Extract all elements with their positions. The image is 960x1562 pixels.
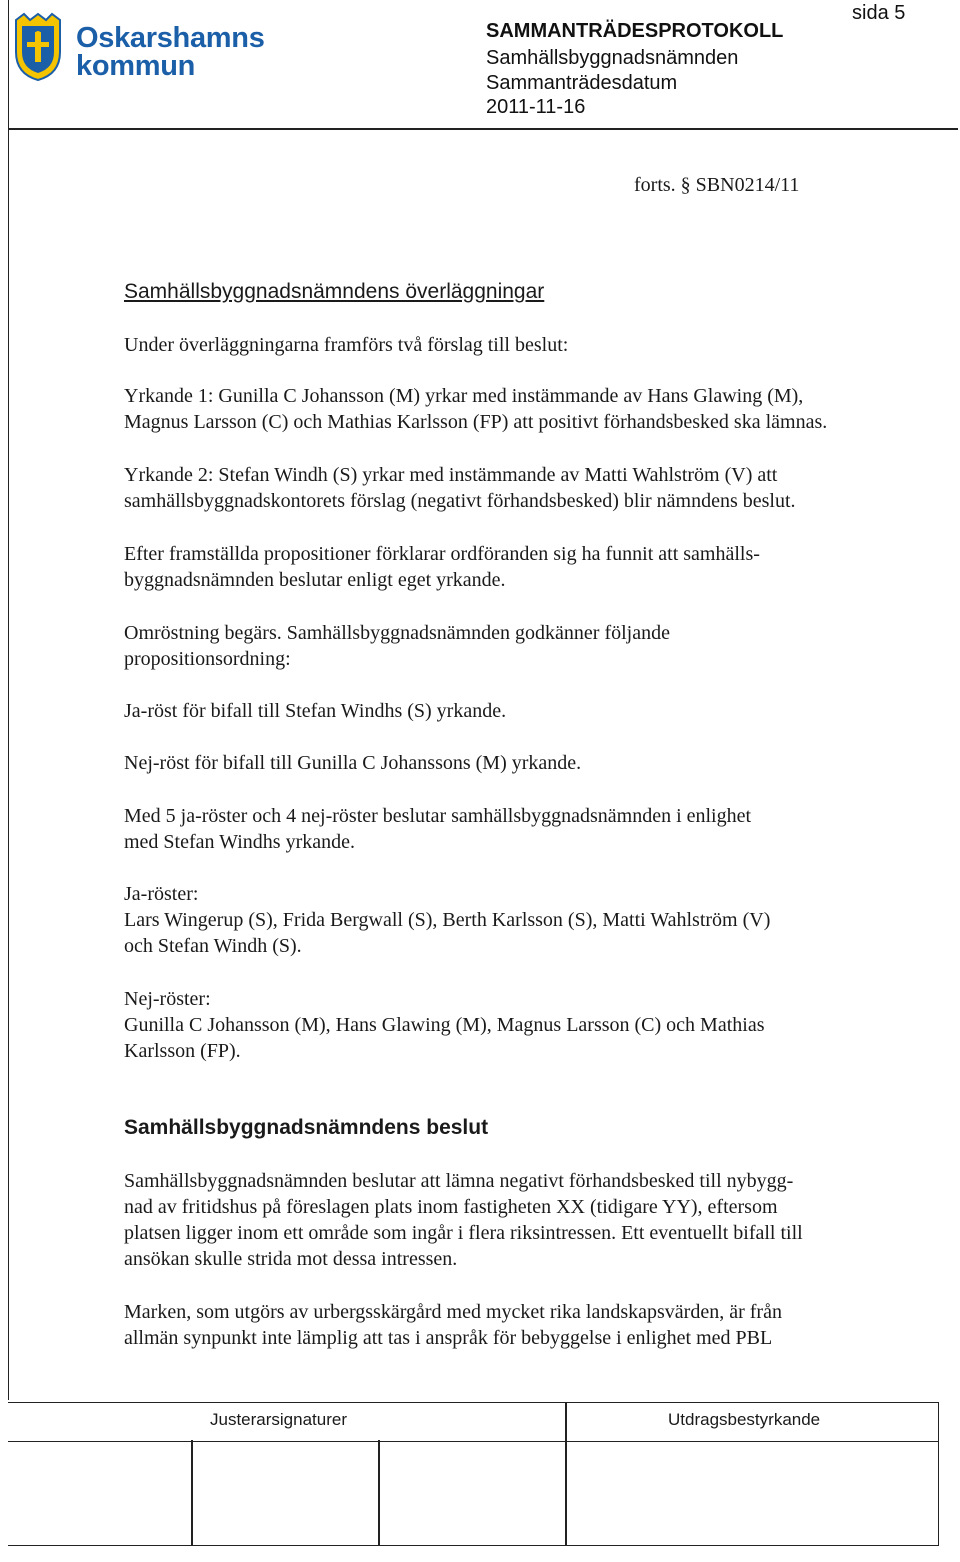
- logo-line-2: kommun: [76, 50, 196, 82]
- date-label: Sammanträdesdatum: [486, 72, 678, 94]
- header-divider: [8, 128, 958, 130]
- no-votes-line-1: Gunilla C Johansson (M), Hans Glawing (M), Magnus Larsson (C) och Mathias: [124, 1014, 765, 1036]
- paragraph-vote-request-line-2: propositionsordning:: [124, 648, 291, 670]
- decision-paragraph-1-line-3: platsen ligger inom ett område som ingår i flera riksintressen. Ett eventuellt bifall till: [124, 1222, 803, 1244]
- committee-name: Samhällsbyggnadsnämnden: [486, 47, 739, 69]
- decision-paragraph-1-line-1: Samhällsbyggnadsnämnden beslutar att lämna negativt förhandsbesked till nybygg-: [124, 1170, 794, 1192]
- decision-paragraph-1-line-4: ansökan skulle strida mot dessa intressen.: [124, 1248, 458, 1270]
- coat-of-arms-icon: [14, 12, 62, 82]
- no-votes-line-2: Karlsson (FP).: [124, 1040, 241, 1062]
- paragraph-vote-request-line-1: Omröstning begärs. Samhällsbyggnadsnämnden godkänner följande: [124, 622, 670, 644]
- decision-paragraph-1-line-2: nad av fritidshus på föreslagen plats inom fastigheten XX (tidigare YY), eftersom: [124, 1196, 778, 1218]
- section-heading-decision: Samhällsbyggnadsnämndens beslut: [124, 1116, 489, 1139]
- paragraph-motion-2-line-2: samhällsbyggnadskontorets förslag (negativt förhandsbesked) blir nämndens beslut.: [124, 490, 796, 512]
- paragraph-result-line-1: Med 5 ja-röster och 4 nej-röster beslutar samhällsbyggnadsnämnden i enlighet: [124, 805, 752, 827]
- signatures-label: Justerarsignaturer: [210, 1410, 348, 1429]
- signature-cell-divider-3: [565, 1440, 567, 1545]
- paragraph-motion-1-line-1: Yrkande 1: Gunilla C Johansson (M) yrkar med instämmande av Hans Glawing (M),: [124, 385, 804, 407]
- paragraph-no-vote: Nej-röst för bifall till Gunilla C Johanssons (M) yrkande.: [124, 752, 582, 774]
- yes-votes-label: Ja-röster:: [124, 883, 199, 905]
- section-heading-deliberations: Samhällsbyggnadsnämndens överläggningar: [124, 280, 545, 303]
- logo-line-1: Oskarshamns: [76, 22, 265, 54]
- paragraph-result-line-2: med Stefan Windhs yrkande.: [124, 831, 355, 853]
- paragraph-intro: Under överläggningarna framförs två förslag till beslut:: [124, 334, 569, 356]
- municipality-logo: [14, 12, 264, 84]
- left-margin-rule: [8, 0, 9, 1400]
- signature-cell-divider-1: [191, 1440, 193, 1545]
- meeting-date: 2011-11-16: [486, 96, 586, 118]
- signature-column-divider: [565, 1402, 567, 1440]
- yes-votes-line-1: Lars Wingerup (S), Frida Bergwall (S), Berth Karlsson (S), Matti Wahlström (V): [124, 909, 771, 931]
- paragraph-propositions-line-2: byggnadsnämnden beslutar enligt eget yrkande.: [124, 569, 506, 591]
- page-number: sida 5: [852, 2, 906, 24]
- signature-cell-divider-2: [378, 1440, 380, 1545]
- extract-certification-label: Utdragsbestyrkande: [668, 1410, 821, 1429]
- decision-paragraph-2-line-2: allmän synpunkt inte lämplig att tas i anspråk för bebyggelse i enlighet med PBL: [124, 1327, 773, 1349]
- protocol-title: SAMMANTRÄDESPROTOKOLL: [486, 20, 784, 42]
- decision-paragraph-2-line-1: Marken, som utgörs av urbergsskärgård med mycket rika landskapsvärden, är från: [124, 1301, 782, 1323]
- paragraph-yes-vote: Ja-röst för bifall till Stefan Windhs (S) yrkande.: [124, 700, 507, 722]
- signature-table-body: [8, 1440, 939, 1546]
- yes-votes-line-2: och Stefan Windh (S).: [124, 935, 302, 957]
- no-votes-label: Nej-röster:: [124, 988, 211, 1010]
- paragraph-motion-1-line-2: Magnus Larsson (C) och Mathias Karlsson (FP) att positivt förhandsbesked ska lämnas.: [124, 411, 828, 433]
- paragraph-motion-2-line-1: Yrkande 2: Stefan Windh (S) yrkar med instämmande av Matti Wahlström (V) att: [124, 464, 778, 486]
- paragraph-propositions-line-1: Efter framställda propositioner förklarar ordföranden sig ha funnit att samhälls-: [124, 543, 760, 565]
- case-reference: forts. § SBN0214/11: [634, 174, 800, 196]
